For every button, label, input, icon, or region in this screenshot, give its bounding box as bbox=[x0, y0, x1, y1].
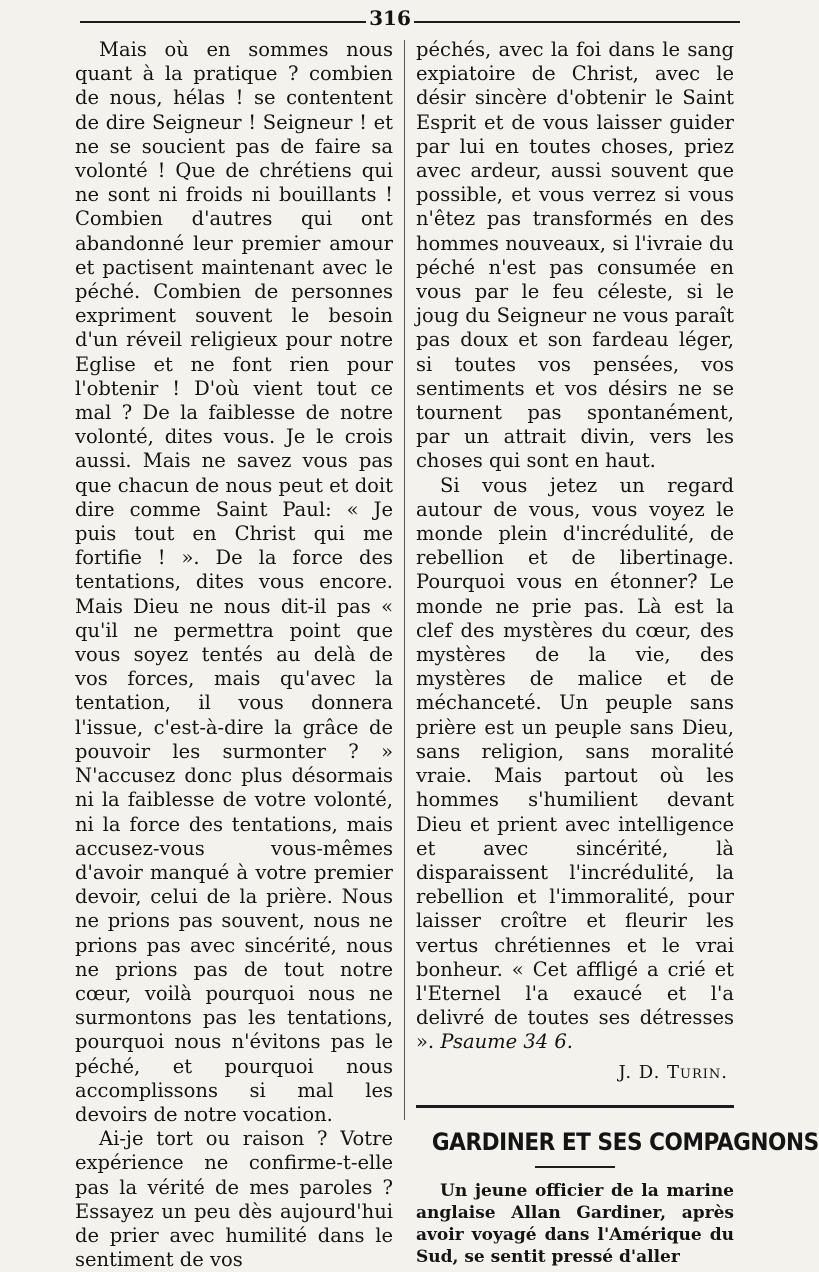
page-header bbox=[80, 4, 740, 40]
signature bbox=[416, 1061, 734, 1085]
scripture-reference: Psaume 34 6. bbox=[440, 1030, 573, 1054]
article-text: Un jeune officier de la marine anglaise Allan Gardiner, après avoir voyagé dans l'Amérique du Sud, se sentit pressé d'aller bbox=[416, 1180, 734, 1267]
paragraph: Mais où en sommes nous quant à la pratique ? combien de nous, hélas ! se contentent de dire Seigneur ! Seigneur ! et ne se soucient pas de faire sa volonté ! Que de chrétiens qui ne sont ni froids ni bouillants ! Combien d'autres qui ont abandonné leur premier amour et pactisent maintenant avec le péché. Combien de personnes expriment souvent le besoin d'un réveil religieux pour notre Eglise et ne font rien pour l'obtenir ! D'où vient tout ce mal ? De la faiblesse de notre volonté, dites vous. Je le crois aussi. Mais ne savez vous pas que chacun de nous peut et doit dire comme Saint Paul: « Je puis tout en Christ qui me fortifie ! ». De la force des tentations, dites vous encore. Mais Dieu ne nous dit-il pas « qu'il ne permettra point que vous soyez tentés au delà de vos forces, mais qu'avec la tentation, il vous donnera l'issue, c'est-à-dire la grâce de pouvoir les surmonter ? » N'accusez donc plus désormais ni la faiblesse de votre volonté, ni la force des tentations, mais accusez-vous vous-mêmes d'avoir manqué à votre premier devoir, celui de la prière. Nous ne prions pas souvent, nous ne prions pas avec sincérité, nous ne prions pas de tout notre cœur, voilà pourquoi nous ne surmontons pas les tentations, pourquoi nous n'évitons pas le péché, et pourquoi nous accomplissons si mal les devoirs de notre vocation. bbox=[75, 38, 393, 1126]
article-separator bbox=[416, 1105, 734, 1108]
paragraph: Ai-je tort ou raison ? Votre expérience ne confirme-t-elle pas la vérité de mes paroles ? Essayez un peu dès aujourd'hui de prier avec humilité dans le sentiment de vos bbox=[75, 1127, 393, 1272]
article-title: GARDINER ET SES COMPAGNONS bbox=[431, 1127, 819, 1156]
left-column bbox=[75, 38, 393, 1272]
header-rule-left bbox=[80, 21, 366, 23]
right-column bbox=[416, 38, 819, 1268]
page-number: 316 bbox=[369, 6, 411, 30]
header-rule-right bbox=[414, 21, 740, 23]
column-divider bbox=[404, 40, 405, 1120]
signature-text: J. D. Turin. bbox=[618, 1061, 728, 1083]
paragraph: péchés, avec la foi dans le sang expiatoire de Christ, avec le désir sincère d'obtenir le Saint Esprit et de vous laisser guider par lui en toutes choses, priez avec ardeur, aussi souvent que possible, et vous verrez si vous n'êtez pas transformés en des hommes nouveaux, si l'ivraie du péché n'est pas consumée en vous par le feu céleste, si le joug du Seigneur ne vous paraît pas doux et son fardeau léger, si toutes vos pensées, vos sentiments et vos désirs ne se tournent pas spontanément, par un attrait divin, vers les choses qui sont en haut. bbox=[416, 38, 734, 473]
paragraph bbox=[416, 474, 734, 1055]
title-underline bbox=[535, 1166, 615, 1168]
paragraph-text: Si vous jetez un regard autour de vous, vous voyez le monde plein d'incrédulité, de rebellion et de libertinage. Pourquoi vous en étonner? Le monde ne prie pas. Là est la clef des mystères du cœur, des mystères de la vie, des mystères de malice et de méchanceté. Un peuple sans prière est un peuple sans Dieu, sans religion, sans moralité vraie. Mais partout où les hommes s'humilient devant Dieu et prient avec intelligence et avec sincérité, là disparaissent l'incrédulité, la rebellion et l'immoralité, pour laisser croître et fleurir les vertus chrétiennes et le vrai bonheur. « Cet affligé a crié et l'Eternel l'a exaucé et l'a delivré de toutes ses détresses ». bbox=[416, 473, 734, 1054]
